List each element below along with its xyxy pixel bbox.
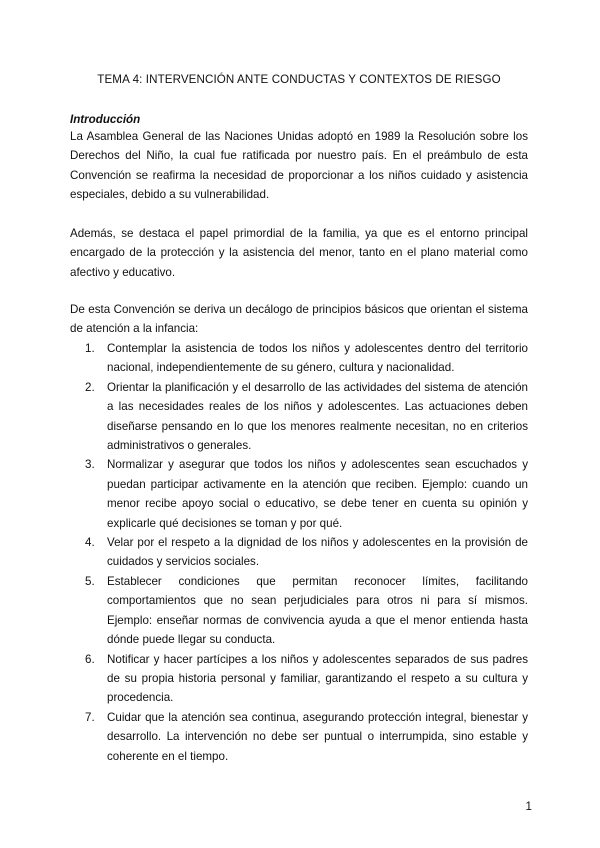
list-item	[70, 455, 528, 533]
section-heading-introduccion: Introducción	[70, 113, 141, 126]
list-item-text: Orientar la planificación y el desarrollo de las actividades del sistema de atención a las necesidades reales de los niños y adolescentes. Las actuaciones deben diseñarse pensando en lo que los menores realmente necesitan, no en criterios administrativos o generales.	[107, 380, 528, 453]
list-item-number: 1.	[85, 342, 95, 355]
page-title: TEMA 4: INTERVENCIÓN ANTE CONDUCTAS Y CONTEXTOS DE RIESGO	[97, 73, 501, 86]
list-item-number: 2.	[85, 380, 95, 394]
list-item	[70, 572, 528, 650]
list-item	[70, 708, 528, 766]
list-item	[70, 650, 528, 708]
list-item-number: 4.	[85, 536, 95, 550]
paragraph-convention: La Asamblea General de las Naciones Unidas adoptó en 1989 la Resolución sobre los Derechos del Niño, la cual fue ratificada por nuestro país. En el preámbulo de esta Convención se reafirma la necesidad de proporcionar a los niños cuidado y asistencia especiales, debido a su vulnerabilidad.	[70, 130, 528, 202]
list-item-text: Establecer condiciones que permitan reconocer límites, facilitando comportamientos que no sean perjudiciales para otros ni para sí mismos. Ejemplo: enseñar normas de convivencia ayuda a que el menor entienda hasta dónde puede llegar su conducta.	[107, 574, 528, 647]
list-item-number: 7.	[85, 710, 95, 724]
list-item-text: Velar por el respeto a la dignidad de los niños y adolescentes en la provisión de cuidados y servicios sociales.	[107, 536, 528, 569]
list-item-text: Contemplar la asistencia de todos los niños y adolescentes dentro del territorio nacional, independientemente de su género, cultura y nacionalidad.	[107, 342, 528, 375]
list-item	[70, 378, 528, 456]
paragraph-principles-intro: De esta Convención se deriva un decálogo de principios básicos que orientan el sistema de atención a la infancia:	[70, 303, 528, 336]
paragraph-family: Además, se destaca el papel primordial de la familia, ya que es el entorno principal encargado de la protección y la asistencia del menor, tanto en el plano material como afectivo y educativo.	[70, 227, 528, 279]
list-item-text: Notificar y hacer partícipes a los niños y adolescentes separados de sus padres de su propia historia personal y familiar, garantizando el respeto a su cultura y procedencia.	[107, 652, 528, 705]
list-item	[70, 533, 528, 572]
principles-list	[70, 339, 528, 766]
list-item-text: Normalizar y asegurar que todos los niños y adolescentes sean escuchados y puedan participar activamente en la atención que reciben. Ejemplo: cuando un menor recibe apoyo social o educativo, se debe tener en cuenta su opinión y explicarle qué decisiones se toman y por qué.	[107, 458, 528, 530]
list-item-number: 6.	[85, 652, 95, 666]
list-item-number: 3.	[85, 458, 95, 472]
page-number: 1	[525, 800, 532, 813]
list-item-number: 5.	[85, 574, 95, 588]
list-item	[70, 339, 528, 378]
list-item-text: Cuidar que la atención sea continua, asegurando protección integral, bienestar y desarrollo. La intervención no debe ser puntual o interrumpida, sino estable y coherente en el tiempo.	[107, 710, 528, 763]
